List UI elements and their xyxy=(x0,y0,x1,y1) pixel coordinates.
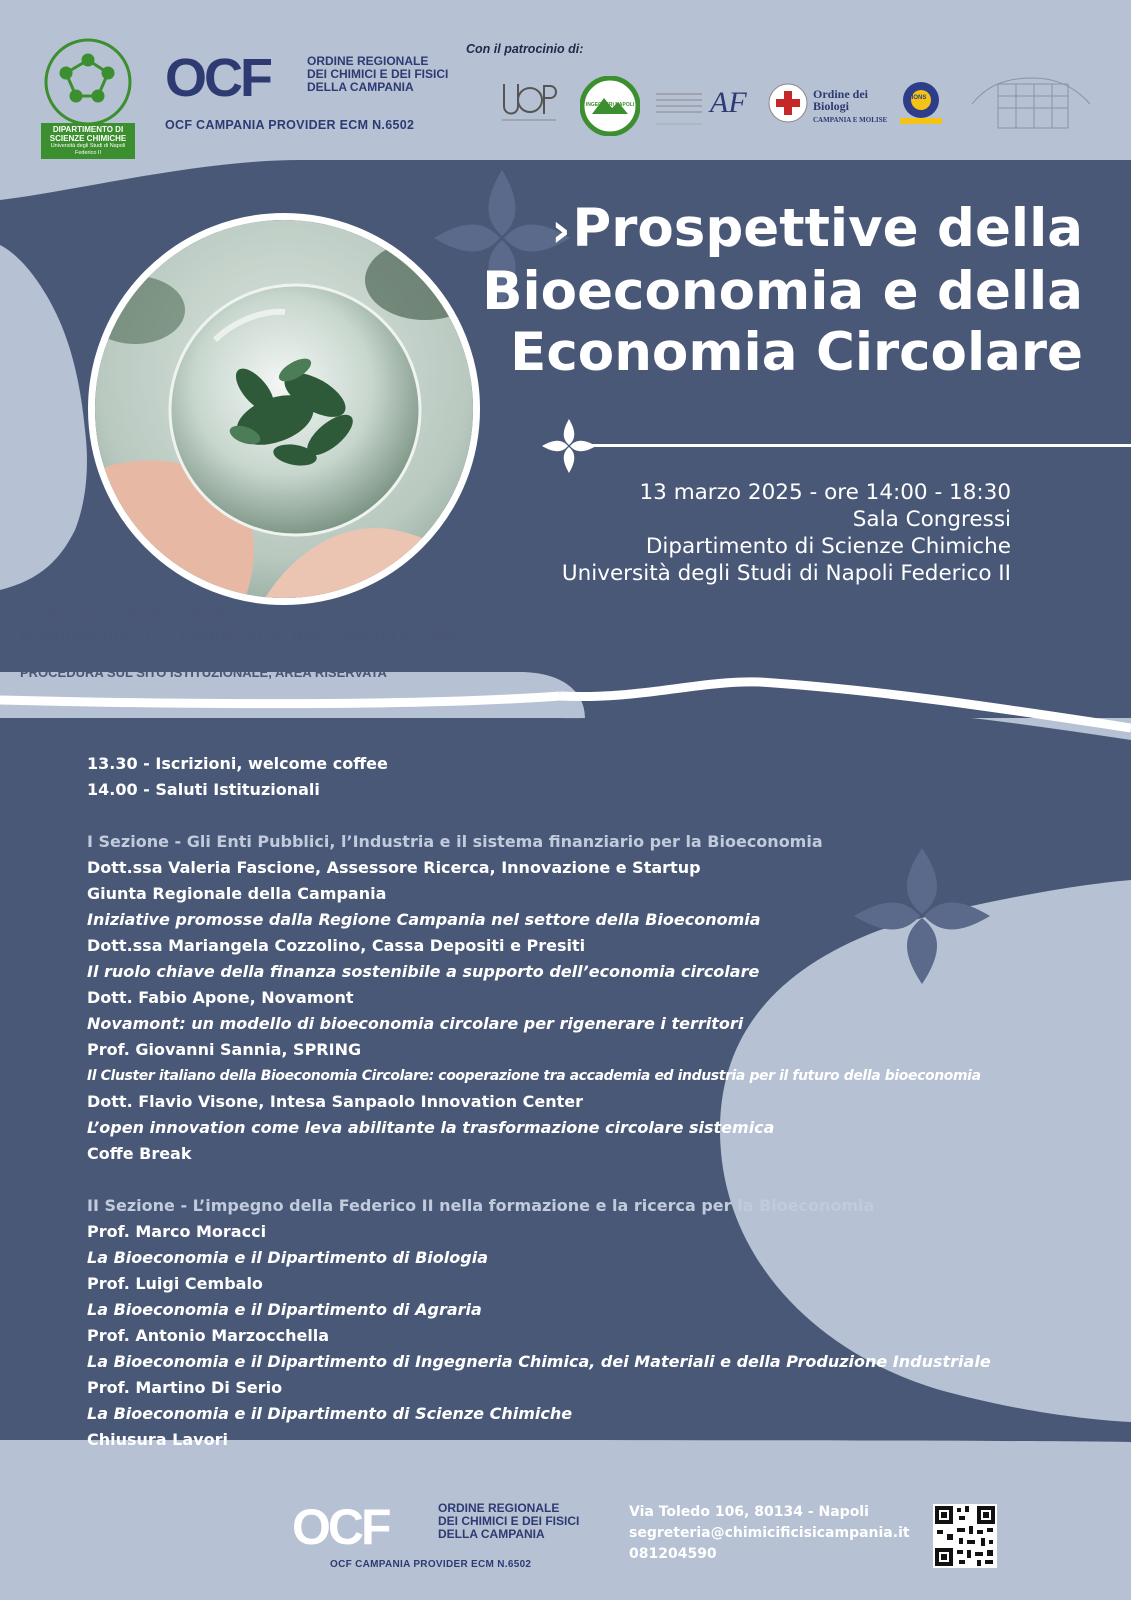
lions-logo: LIONS xyxy=(896,80,956,136)
agenda-item: Chiusura Lavori xyxy=(87,1430,228,1449)
event-university: Università degli Studi di Napoli Federico II xyxy=(561,561,1011,586)
agenda-item: Giunta Regionale della Campania xyxy=(87,884,387,903)
ecm-event-id: ID Evento 6502-444929 xyxy=(20,606,238,625)
agenda-item: Dott. Fabio Apone, Novamont xyxy=(87,988,354,1007)
ecm-credits: Riconosciuti n. 5 crediti ECM per Chimici e Fisici xyxy=(20,626,467,645)
agenda-section-2-title: II Sezione - L’impegno della Federico II nella formazione e la ricerca per la Bioeconomia xyxy=(87,1196,875,1215)
agenda-item: Dott.ssa Valeria Fascione, Assessore Ricerca, Innovazione e Startup xyxy=(87,858,701,877)
ministry-logo: AF xyxy=(652,80,750,130)
ecm-free-training: FORMAZIONE GRATUITA ECM PER GLI ISCRITTI OCF CAMPANIA xyxy=(20,649,426,664)
contact-phone: 081204590 xyxy=(629,1546,717,1562)
ocf-footer-letters: OCF xyxy=(292,1499,389,1555)
event-date-time: 13 marzo 2025 - ore 14:00 - 18:30 xyxy=(639,480,1011,505)
glass-sphere-photo xyxy=(88,213,480,605)
agenda-item: La Bioeconomia e il Dipartimento di Biologia xyxy=(87,1248,488,1267)
agenda-item: Prof. Giovanni Sannia, SPRING xyxy=(87,1040,362,1059)
contact-email[interactable]: segreteria@chimicificisicampania.it xyxy=(629,1525,910,1541)
agenda-item: Prof. Luigi Cembalo xyxy=(87,1274,263,1293)
agenda-section-2-list xyxy=(87,1219,1077,1453)
agenda-item: Prof. Marco Moracci xyxy=(87,1222,267,1241)
event-department: Dipartimento di Scienze Chimiche xyxy=(645,534,1011,559)
ecm-procedure: PROCEDURA SUL SITO ISTITUZIONALE, AREA RISERVATA xyxy=(20,665,387,680)
contacts xyxy=(629,1502,910,1565)
agenda-item: Dott.ssa Mariangela Cozzolino, Cassa Depositi e Presiti xyxy=(87,936,586,955)
agenda-section-1-list xyxy=(87,855,1077,1167)
agenda-opening-registration: 13.30 - Iscrizioni, welcome coffee xyxy=(87,754,388,773)
ocf-logo-footer xyxy=(292,1499,612,1579)
patronage-label: Con il patrocinio di: xyxy=(466,42,584,56)
agenda-item: Prof. Martino Di Serio xyxy=(87,1378,283,1397)
event-info xyxy=(562,479,1011,587)
sketch-emblem-logo xyxy=(968,74,1094,138)
department-logo xyxy=(36,38,140,158)
agenda-item: Prof. Antonio Marzocchella xyxy=(87,1326,330,1345)
contact-address: Via Toledo 106, 80134 - Napoli xyxy=(629,1504,869,1520)
ordine-biologi-logo: Ordine dei Biologi CAMPANIA E MOLISE xyxy=(767,80,879,132)
event-title: ›Prospettive della Bioeconomia e della Economia Circolare xyxy=(482,198,1083,383)
ecm-info xyxy=(20,606,466,681)
agenda-item: Dott. Flavio Visone, Intesa Sanpaolo Innovation Center xyxy=(87,1092,584,1111)
department-logo-label: DIPARTIMENTO DI SCIENZE CHIMICHE Università degli Studi di Napoli Federico II xyxy=(41,123,135,159)
molecule-icon xyxy=(36,38,140,128)
ingegneri-napoli-logo: INGEGNERI NAPOLI xyxy=(580,76,640,136)
ucp-logo xyxy=(498,78,560,126)
agenda-item: La Bioeconomia e il Dipartimento di Ingegneria Chimica, dei Materiali e della Produzione Industriale xyxy=(87,1352,991,1371)
agenda-item: L’open innovation come leva abilitante la trasformazione circolare sistemica xyxy=(87,1118,775,1137)
agenda xyxy=(87,751,1077,1453)
agenda-item: Il ruolo chiave della finanza sostenibile a supporto dell’economia circolare xyxy=(87,962,760,981)
agenda-opening-greetings: 14.00 - Saluti Istituzionali xyxy=(87,780,320,799)
event-room: Sala Congressi xyxy=(852,507,1011,532)
agenda-item: Iniziative promosse dalla Regione Campania nel settore della Bioeconomia xyxy=(87,910,761,929)
ocf-name: ORDINE REGIONALE DEI CHIMICI E DEI FISICI DELLA CAMPANIA xyxy=(307,54,449,94)
qr-code-icon[interactable] xyxy=(933,1504,997,1568)
ocf-provider-label: OCF CAMPANIA PROVIDER ECM N.6502 xyxy=(165,118,415,132)
agenda-item: La Bioeconomia e il Dipartimento di Agraria xyxy=(87,1300,482,1319)
ocf-footer-name: ORDINE REGIONALE DEI CHIMICI E DEI FISICI DELLA CAMPANIA xyxy=(438,1501,580,1541)
agenda-item: Novamont: un modello di bioeconomia circolare per rigenerare i territori xyxy=(87,1014,744,1033)
agenda-item: Coffe Break xyxy=(87,1144,192,1163)
ocf-logo-header xyxy=(165,50,465,135)
agenda-section-1-title: I Sezione - Gli Enti Pubblici, l’Industria e il sistema finanziario per la Bioeconomia xyxy=(87,832,823,851)
ocf-logo-letters: OCF xyxy=(165,48,270,108)
ocf-footer-provider: OCF CAMPANIA PROVIDER ECM N.6502 xyxy=(330,1559,532,1570)
agenda-item: Il Cluster italiano della Bioeconomia Circolare: cooperazione tra accademia ed industria per il futuro della bioeconomia xyxy=(87,1068,981,1084)
chevron-right-icon: › xyxy=(551,203,571,257)
agenda-item: La Bioeconomia e il Dipartimento di Scienze Chimiche xyxy=(87,1404,573,1423)
flower-ornament-icon xyxy=(540,417,598,475)
title-divider xyxy=(590,444,1131,447)
